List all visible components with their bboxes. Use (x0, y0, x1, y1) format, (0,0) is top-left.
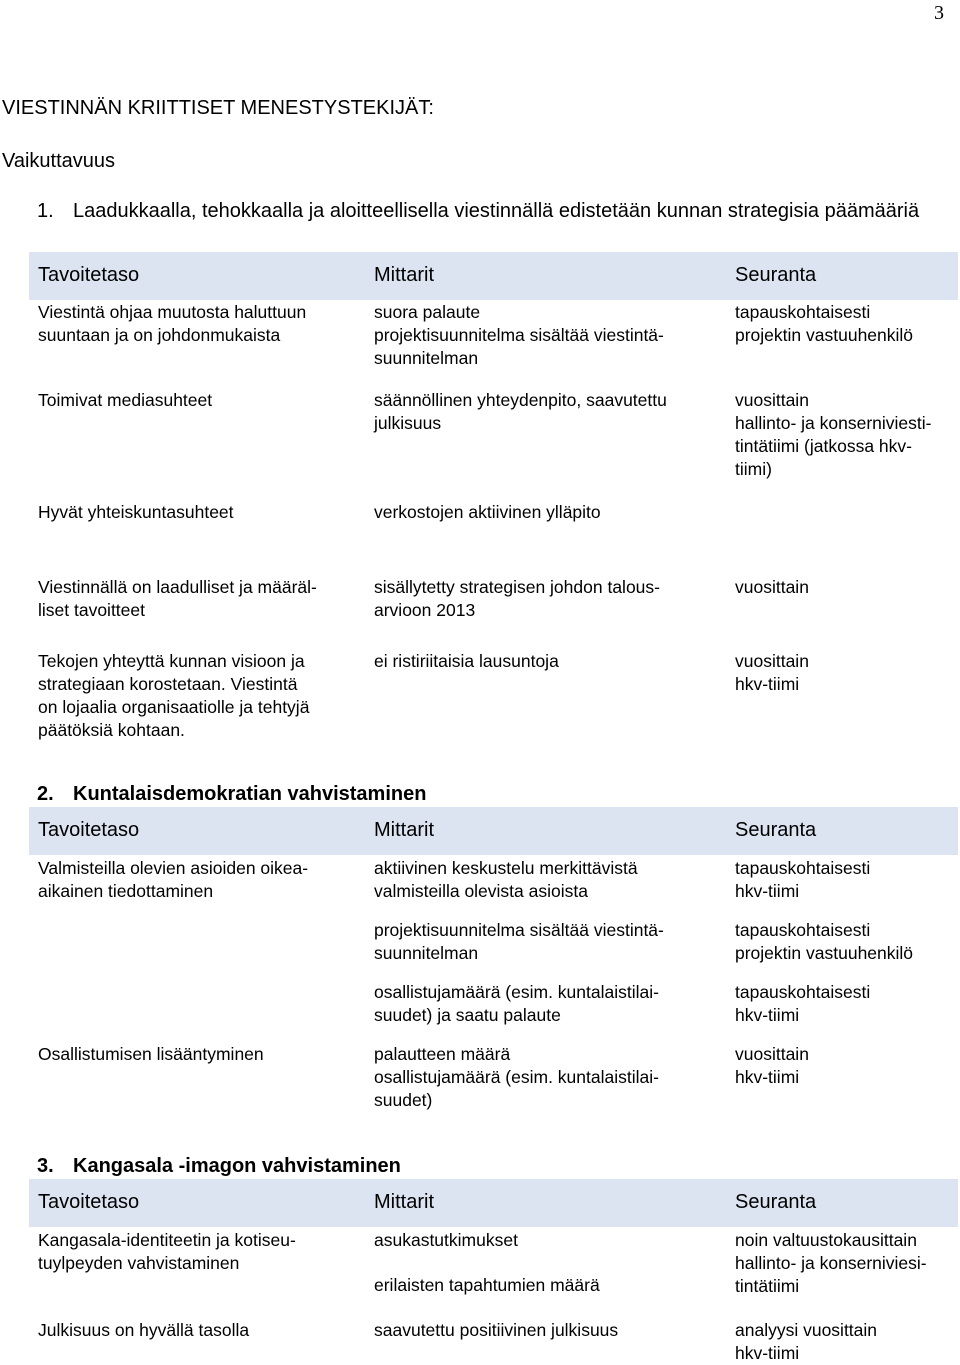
table-cell-metric: erilaisten tapahtumien määrä (374, 1275, 600, 1295)
table-cell-followup: analyysi vuosittain hkv-tiimi (735, 1320, 878, 1363)
table-cell-metric: sisällytetty strategisen johdon talous- arvioon 2013 (374, 577, 660, 620)
document-subtitle: Vaikuttavuus (2, 150, 116, 172)
table-cell-goal: Julkisuus on hyvällä tasolla (38, 1320, 250, 1340)
page-number: 3 (934, 2, 944, 24)
table-cell-goal: Viestinnällä on laadulliset ja määräl- liset tavoitteet (38, 577, 317, 620)
table-cell-metric: ei ristiriitaisia lausuntoja (374, 651, 559, 671)
header-mittarit: Mittarit (374, 819, 434, 841)
table-cell-followup: vuosittain hkv-tiimi (735, 1044, 809, 1087)
table-cell-goal: Kangasala-identiteetin ja kotiseu- tuylpeyden vahvistaminen (38, 1230, 296, 1273)
section-title: Kangasala -imagon vahvistaminen (73, 1155, 401, 1177)
header-seuranta: Seuranta (735, 819, 817, 841)
section-3-heading (37, 1152, 401, 1180)
table-cell-goal: Valmisteilla olevien asioiden oikea- aikainen tiedottaminen (38, 858, 309, 901)
header-tavoitetaso: Tavoitetaso (38, 264, 140, 286)
table-cell-metric: osallistujamäärä (esim. kuntalaistilai- suudet) ja saatu palaute (374, 982, 659, 1025)
section-title: Kuntalaisdemokratian vahvistaminen (73, 783, 427, 805)
table-cell-goal: Viestintä ohjaa muutosta haluttuun suuntaan ja on johdonmukaista (38, 302, 307, 345)
table-cell-goal: Toimivat mediasuhteet (38, 390, 213, 410)
table-header-row (29, 807, 958, 855)
section-number: 1. (37, 200, 54, 222)
header-seuranta: Seuranta (735, 264, 817, 286)
table-cell-followup: tapauskohtaisesti hkv-tiimi (735, 982, 871, 1025)
table-cell-metric: suora palaute projektisuunnitelma sisältää viestintä- suunnitelman (374, 302, 664, 368)
section-number: 3. (37, 1155, 54, 1177)
table-cell-goal: Osallistumisen lisääntyminen (38, 1044, 264, 1064)
table-cell-metric: säännöllinen yhteydenpito, saavutettu julkisuus (374, 390, 667, 433)
header-mittarit: Mittarit (374, 1191, 434, 1213)
table-cell-goal: Hyvät yhteiskuntasuhteet (38, 502, 234, 522)
section-title: Laadukkaalla, tehokkaalla ja aloitteellisella viestinnällä edistetään kunnan strategisia päämääriä (73, 200, 920, 222)
header-mittarit: Mittarit (374, 264, 434, 286)
table-cell-followup: vuosittain hkv-tiimi (735, 651, 809, 694)
header-tavoitetaso: Tavoitetaso (38, 819, 140, 841)
table-cell-metric: aktiivinen keskustelu merkittävistä valmisteilla olevista asioista (374, 858, 638, 901)
table-cell-metric: asukastutkimukset (374, 1230, 518, 1250)
table-cell-followup: vuosittain (735, 577, 809, 597)
table-cell-goal: Tekojen yhteyttä kunnan visioon ja strategiaan korostetaan. Viestintä on lojaalia organisaatiolle ja tehtyjä päätöksiä kohtaan. (38, 651, 310, 740)
table-header-row (29, 1179, 958, 1227)
table-cell-followup: noin valtuustokausittain hallinto- ja konserniviesi- tintätiimi (735, 1230, 927, 1296)
table-cell-followup: tapauskohtaisesti projektin vastuuhenkilö (735, 920, 914, 963)
table-cell-followup: vuosittain hallinto- ja konserniviesti- tintätiimi (jatkossa hkv- tiimi) (735, 390, 932, 479)
section-1-heading (37, 197, 943, 225)
header-tavoitetaso: Tavoitetaso (38, 1191, 140, 1213)
table-cell-metric: verkostojen aktiivinen ylläpito (374, 502, 601, 522)
table-cell-followup: tapauskohtaisesti projektin vastuuhenkilö (735, 302, 914, 345)
table-cell-metric: saavutettu positiivinen julkisuus (374, 1320, 619, 1340)
header-seuranta: Seuranta (735, 1191, 817, 1213)
section-2-heading (37, 780, 426, 808)
table-cell-followup: tapauskohtaisesti hkv-tiimi (735, 858, 871, 901)
table-cell-metric: palautteen määrä osallistujamäärä (esim. kuntalaistilai- suudet) (374, 1044, 659, 1110)
table-header-row (29, 252, 958, 300)
section-number: 2. (37, 783, 54, 805)
document-title: VIESTINNÄN KRIITTISET MENESTYSTEKIJÄT: (2, 97, 434, 119)
table-cell-metric: projektisuunnitelma sisältää viestintä- suunnitelman (374, 920, 664, 963)
